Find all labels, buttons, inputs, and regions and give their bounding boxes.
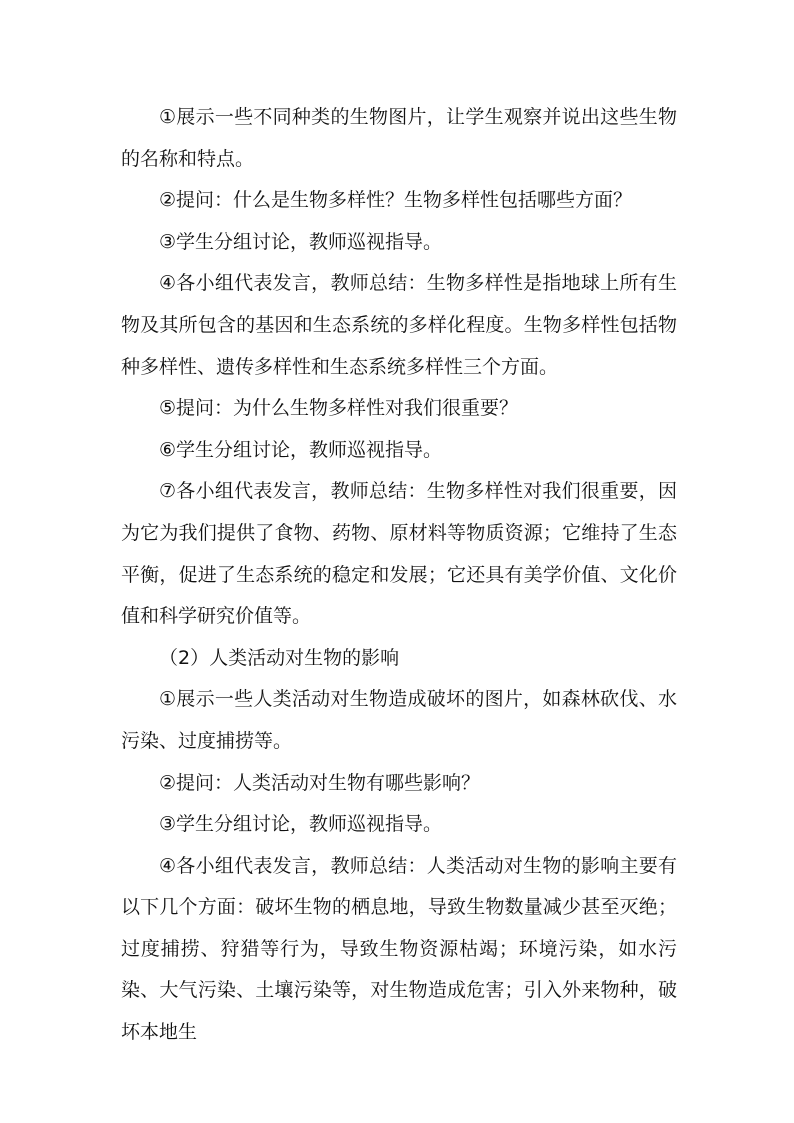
section-paragraph-4: ④各小组代表发言，教师总结：人类活动对生物的影响主要有以下几个方面：破坏生物的栖息地，导致生物数量减少甚至灭绝；过度捕捞、狩猎等行为，导致生物资源枯竭；环境污染，如水污染、大气污染、土壤污染等，对生物造成危害；引入外来物种，破坏本地生: [121, 854, 677, 1044]
paragraph-2: ②提问：什么是生物多样性？生物多样性包括哪些方面？: [159, 189, 633, 212]
document-body: [121, 97, 677, 1054]
paragraph-7: ⑦各小组代表发言，教师总结：生物多样性对我们很重要，因为它为我们提供了食物、药物、原材料等物质资源；它维持了生态平衡，促进了生态系统的稳定和发展；它还具有美学价值、文化价值和科学研究价值等。: [121, 480, 677, 628]
section-paragraph-2: ②提问：人类活动对生物有哪些影响？: [159, 771, 481, 794]
paragraph-1: ①展示一些不同种类的生物图片，让学生观察并说出这些生物的名称和特点。: [121, 106, 677, 170]
paragraph-4: ④各小组代表发言，教师总结：生物多样性是指地球上所有生物及其所包含的基因和生态系统的多样化程度。生物多样性包括物种多样性、遗传多样性和生态系统多样性三个方面。: [121, 272, 677, 378]
paragraph-3: ③学生分组讨论，教师巡视指导。: [159, 230, 443, 253]
paragraph-5: ⑤提问：为什么生物多样性对我们很重要？: [159, 397, 519, 420]
paragraph-6: ⑥学生分组讨论，教师巡视指导。: [159, 438, 443, 461]
section-paragraph-1: ①展示一些人类活动对生物造成破坏的图片，如森林砍伐、水污染、过度捕捞等。: [121, 688, 677, 752]
section-paragraph-3: ③学生分组讨论，教师巡视指导。: [159, 813, 443, 836]
section-heading: （2）人类活动对生物的影响: [159, 646, 400, 669]
